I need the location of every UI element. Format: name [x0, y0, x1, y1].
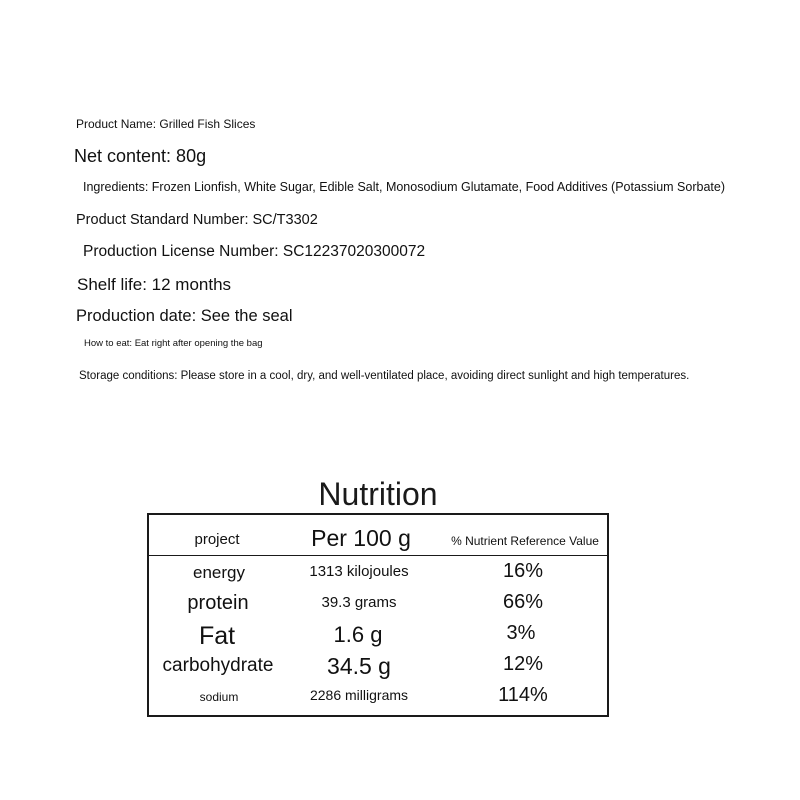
header-nrv: % Nutrient Reference Value: [451, 534, 599, 548]
item-energy: energy: [193, 563, 245, 582]
production-date: Production date: See the seal: [76, 307, 293, 325]
amount-fat: 1.6 g: [333, 622, 383, 647]
ingredients: Ingredients: Frozen Lionfish, White Sugar, Edible Salt, Monosodium Glutamate, Food Additives (Potassium Sorbate): [83, 180, 725, 194]
header-divider: [149, 555, 607, 556]
item-sodium: sodium: [199, 690, 239, 704]
net-content: Net content: 80g: [74, 146, 207, 166]
item-protein: protein: [187, 592, 249, 614]
production-license-number: Production License Number: SC12237020300072: [83, 243, 426, 260]
product-name: Product Name: Grilled Fish Slices: [76, 117, 256, 131]
nrv-carbohydrate: 12%: [502, 653, 544, 675]
nrv-fat: 3%: [506, 622, 536, 644]
storage-conditions: Storage conditions: Please store in a cool, dry, and well-ventilated place, avoiding direct sunlight and high temperatures.: [79, 370, 690, 382]
header-per-100g: Per 100 g: [311, 525, 411, 551]
item-carbohydrate: carbohydrate: [162, 655, 274, 676]
header-project: project: [194, 531, 240, 548]
amount-protein: 39.3 grams: [321, 594, 397, 611]
product-standard-number: Product Standard Number: SC/T3302: [76, 212, 318, 228]
item-fat: Fat: [198, 622, 236, 650]
nutrition-title: Nutrition: [318, 476, 438, 512]
nutrition-table: [147, 513, 609, 717]
how-to-eat: How to eat: Eat right after opening the bag: [84, 338, 263, 349]
nrv-protein: 66%: [502, 591, 544, 613]
amount-sodium: 2286 milligrams: [309, 687, 409, 703]
shelf-life: Shelf life: 12 months: [77, 275, 232, 294]
amount-carbohydrate: 34.5 g: [327, 653, 391, 679]
amount-energy: 1313 kilojoules: [309, 563, 409, 580]
nrv-sodium: 114%: [498, 684, 548, 706]
nrv-energy: 16%: [502, 560, 544, 582]
